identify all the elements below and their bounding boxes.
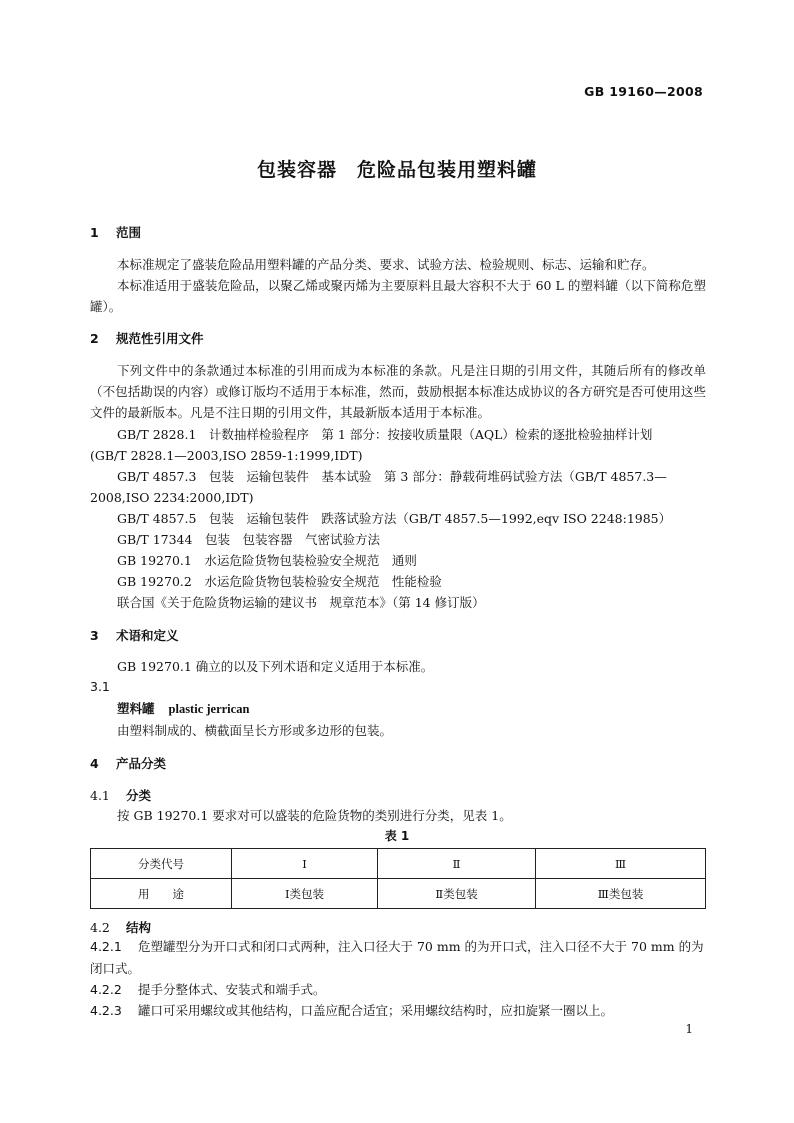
clause-4-2-1 xyxy=(90,936,706,980)
table-cell: Ⅲ xyxy=(536,849,706,879)
clause-number: 4.2.3 xyxy=(90,1003,122,1018)
scope-paragraph-2: 本标准适用于盛装危险品，以聚乙烯或聚丙烯为主要原料且最大容积不大于 60 L 的塑料罐（以下简称危塑罐）。 xyxy=(90,278,706,314)
table-cell: Ⅱ xyxy=(378,849,536,879)
clause-text: 罐口可采用螺纹或其他结构，口盖应配合适宜；采用螺纹结构时，应扣旋紧一圈以上。 xyxy=(138,1003,614,1018)
section-number: 4 xyxy=(90,756,99,771)
section-number: 3 xyxy=(90,628,99,643)
reference-gbt4857-3-cont: 2008,ISO 2234:2000,IDT) xyxy=(90,490,254,505)
term-definition: 由塑料制成的、横截面呈长方形或多边形的包装。 xyxy=(117,723,393,738)
subsection-title: 分类 xyxy=(126,788,152,803)
page-number: 1 xyxy=(685,1022,693,1036)
reference-un-recommendations: 联合国《关于危险货物运输的建议书 规章范本》（第 14 修订版） xyxy=(117,595,485,610)
clause-text: 危塑罐型分为开口式和闭口式两种，注入口径大于 70 mm 的为开口式，注入口径不大于 70 mm 的为闭口式。 xyxy=(90,939,704,976)
section-title: 术语和定义 xyxy=(116,628,179,643)
document-title: 包装容器 危险品包装用塑料罐 xyxy=(256,159,537,181)
reference-gb19270-1: GB 19270.1 水运危险货物包装检验安全规范 通则 xyxy=(117,553,417,568)
subsection-4-1-heading xyxy=(90,786,151,804)
table-cell: Ⅰ xyxy=(232,849,378,879)
table-caption: 表 1 xyxy=(384,829,410,843)
reference-gbt2828-1-cont: (GB/T 2828.1—2003,ISO 2859-1:1999,IDT) xyxy=(90,448,363,463)
term-en: plastic jerrican xyxy=(168,702,250,716)
section-title: 范围 xyxy=(116,225,142,240)
subsection-4-2-heading xyxy=(90,918,151,936)
reference-gb19270-2: GB 19270.2 水运危险货物包装检验安全规范 性能检验 xyxy=(117,574,442,589)
section-title: 产品分类 xyxy=(116,756,167,771)
standard-number: GB 19160—2008 xyxy=(584,84,703,99)
subsection-title: 结构 xyxy=(126,920,152,935)
reference-gbt2828-1: GB/T 2828.1 计数抽样检验程序 第 1 部分：按接收质量限（AQL）检索的逐批检验抽样计划 xyxy=(117,427,653,442)
term-number: 3.1 xyxy=(90,679,110,694)
clause-4-2-2 xyxy=(90,979,706,1001)
table-cell: Ⅱ类包装 xyxy=(378,879,536,909)
section-number: 2 xyxy=(90,331,99,346)
term-zh: 塑料罐 xyxy=(117,701,155,716)
reference-gbt4857-3: GB/T 4857.3 包装 运输包装件 基本试验 第 3 部分：静载荷堆码试验方法（GB/T 4857.3— xyxy=(117,469,667,484)
section-1-heading xyxy=(90,223,141,241)
table-cell: Ⅰ类包装 xyxy=(232,879,378,909)
table-cell: 用 途 xyxy=(91,879,232,909)
classification-table xyxy=(90,848,706,909)
section-2-heading xyxy=(90,329,204,347)
clause-number: 4.2.1 xyxy=(90,939,122,954)
section-number: 1 xyxy=(90,225,99,240)
table-row xyxy=(91,879,706,909)
clause-text: 提手分整体式、安装式和端手式。 xyxy=(138,982,326,997)
clause-4-2-3 xyxy=(90,1000,706,1022)
subsection-number: 4.2 xyxy=(90,920,110,935)
reference-gbt17344: GB/T 17344 包装 包装容器 气密试验方法 xyxy=(117,532,380,547)
reference-gbt4857-5: GB/T 4857.5 包装 运输包装件 跌落试验方法（GB/T 4857.5—1992,eqv ISO 2248:1985） xyxy=(117,511,672,526)
section-4-heading xyxy=(90,754,166,772)
table-cell: Ⅲ类包装 xyxy=(536,879,706,909)
section-3-heading xyxy=(90,626,179,644)
section-title: 规范性引用文件 xyxy=(116,331,204,346)
subsection-number: 4.1 xyxy=(90,788,110,803)
table-header-row xyxy=(91,849,706,879)
term-entry xyxy=(117,699,249,717)
classification-text: 按 GB 19270.1 要求对可以盛装的危险货物的类别进行分类，见表 1。 xyxy=(117,808,512,823)
scope-paragraph-1: 本标准规定了盛装危险品用塑料罐的产品分类、要求、试验方法、检验规则、标志、运输和贮存。 xyxy=(117,257,655,272)
clause-number: 4.2.2 xyxy=(90,982,122,997)
terms-intro: GB 19270.1 确立的以及下列术语和定义适用于本标准。 xyxy=(117,659,434,674)
references-intro: 下列文件中的条款通过本标准的引用而成为本标准的条款。凡是注日期的引用文件，其随后所有的修改单（不包括勘误的内容）或修订版均不适用于本标准，然而，鼓励根据本标准达成协议的各方研究是否可使用这些文件的最新版本。凡是不注日期的引用文件，其最新版本适用于本标准。 xyxy=(90,363,706,420)
table-cell: 分类代号 xyxy=(91,849,232,879)
